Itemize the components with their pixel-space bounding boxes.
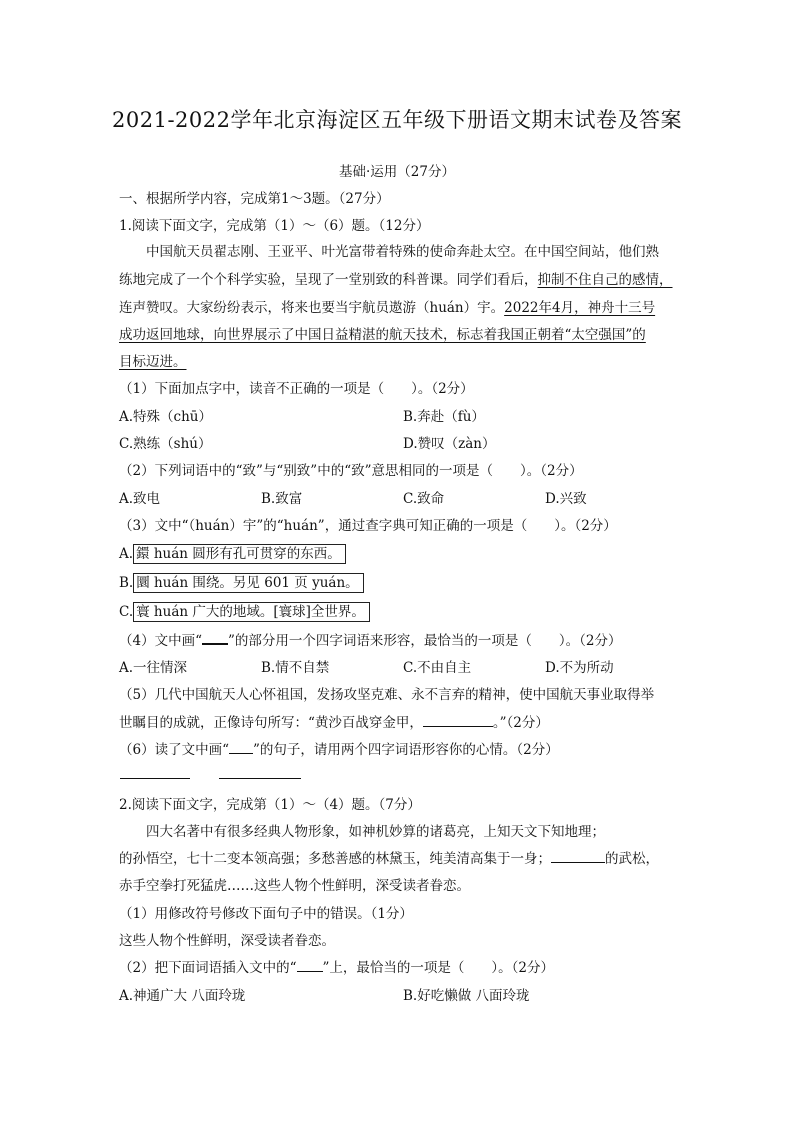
q1-sub2-stem: （2）下列词语中的“致”与“别致”中的“致”意思相同的一项是（ ）。（2分） <box>119 463 583 479</box>
underline-mark <box>229 741 253 754</box>
stem-text: （2）把下面词语插入文中的“ <box>119 960 297 976</box>
q1-sub5-line: （5）几代中国航天人心怀祖国，发扬攻坚克难、永不言弃的精神，使中国航天事业取得举 <box>119 687 655 703</box>
underline-mark <box>297 959 323 972</box>
option-a <box>119 542 346 562</box>
option-c: C.致命 <box>403 491 445 507</box>
option-c <box>119 600 370 620</box>
stem-text: 。”（2分） <box>492 715 549 731</box>
dictionary-entry-box: 圜 huán 围绕。另见 601 页 yuán。 <box>133 573 363 593</box>
answer-blank[interactable] <box>423 714 493 727</box>
passage-text: 的孙悟空，七十二变本领高强；多愁善感的林黛玉，纯美清高集于一身； <box>119 851 551 867</box>
part1-heading: 一、根据所学内容，完成第1～3题。（27分） <box>119 191 390 207</box>
option-c: C.不由自主 <box>403 660 472 676</box>
underlined-sentence: 成功返回地球，向世界展示了中国日益精湛的航天技术，标志着我国正朝着“太空强国”的 <box>119 327 646 343</box>
q2-passage-line: 四大名著中有很多经典人物形象，如神机妙算的诸葛亮，上知天文下知地理； <box>146 824 605 840</box>
q2-sub1-sentence: 这些人物个性鲜明，深受读者眷恋。 <box>119 933 335 949</box>
option-a: A.神通广大 八面玲珑 <box>119 988 246 1004</box>
stem-text: ”的句子，请用两个四字词语形容你的心情。（2分） <box>253 742 559 758</box>
stem-text: （4）文中画“ <box>119 633 202 649</box>
page-title: 2021-2022学年北京海淀区五年级下册语文期末试卷及答案 <box>112 108 682 132</box>
stem-text: 世瞩目的成就，正像诗句所写：“黄沙百战穿金甲， <box>119 715 423 731</box>
option-label: A. <box>119 546 134 562</box>
answer-blank[interactable] <box>219 778 301 779</box>
option-d: D.赞叹（zàn） <box>403 436 496 452</box>
option-label: B. <box>119 575 134 591</box>
q2-sub1-stem: （1）用修改符号修改下面句子中的错误。（1分） <box>119 906 413 922</box>
q1-sub6-stem <box>119 738 559 758</box>
option-b: B.致富 <box>261 491 303 507</box>
q2-passage-line: 赤手空拳打死猛虎……这些人物个性鲜明，深受读者眷恋。 <box>119 878 470 894</box>
option-label: C. <box>119 604 134 620</box>
option-b: B.好吃懒做 八面玲珑 <box>403 988 530 1004</box>
underline-mark <box>202 631 228 645</box>
dictionary-entry-box: 鐶 huán 圆形有孔可贯穿的东西。 <box>133 544 346 564</box>
answer-blank[interactable] <box>551 850 605 863</box>
stem-text: ”的部分用一个四字词语来形容，最恰当的一项是（ ）。（2分） <box>228 633 622 649</box>
q2-heading: 2.阅读下面文字，完成第（1）～（4）题。（7分） <box>119 797 421 813</box>
q1-sub4-stem <box>119 629 622 649</box>
option-a: A.致电 <box>119 491 161 507</box>
option-a: A.特殊（chū） <box>119 409 212 425</box>
q1-heading: 1.阅读下面文字，完成第（1）～（6）题。（12分） <box>119 218 430 234</box>
q2-sub2-stem <box>119 956 554 976</box>
answer-blank[interactable] <box>120 778 190 779</box>
option-b: B.奔赴（fù） <box>403 409 485 425</box>
passage-text: 练地完成了一个个科学实验，呈现了一堂别致的科普课。同学们看后， <box>119 272 538 288</box>
dictionary-entry-box: 寰 huán 广大的地域。[寰球]全世界。 <box>133 602 370 622</box>
q1-sub1-stem: （1）下面加点字中，读音不正确的一项是（ ）。（2分） <box>119 381 474 397</box>
section-heading: 基础·运用（27分） <box>339 164 455 180</box>
q1-passage-line: 中国航天员翟志刚、王亚平、叶光富带着特殊的使命奔赴太空。在中国空间站，他们熟 <box>146 244 659 260</box>
q1-passage-line <box>119 296 655 316</box>
q1-sub3-stem: （3）文中“（huán）宇”的“huán”，通过查字典可知正确的一项是（ ）。（2分） <box>119 518 617 534</box>
underlined-sentence: 2022年4月，神舟十三号 <box>504 300 656 316</box>
stem-text: （6）读了文中画“ <box>119 742 229 758</box>
option-d: D.兴致 <box>545 491 587 507</box>
underlined-sentence: 目标迈进。 <box>119 354 187 370</box>
option-b: B.情不自禁 <box>261 660 330 676</box>
q1-sub5-line <box>119 711 549 731</box>
q2-passage-line <box>119 847 659 867</box>
option-c: C.熟练（shú） <box>119 436 212 452</box>
option-a: A.一往情深 <box>119 660 188 676</box>
option-b <box>119 571 364 591</box>
underlined-phrase: 抑制不住自己的感情， <box>537 272 673 288</box>
option-d: D.不为所动 <box>545 660 614 676</box>
q1-passage-line <box>119 268 673 288</box>
passage-text: 的武松， <box>605 851 659 867</box>
stem-text: ”上，最恰当的一项是（ ）。（2分） <box>322 960 554 976</box>
passage-text: 连声赞叹。大家纷纷表示，将来也要当宇航员遨游（huán）宇。 <box>119 300 505 316</box>
